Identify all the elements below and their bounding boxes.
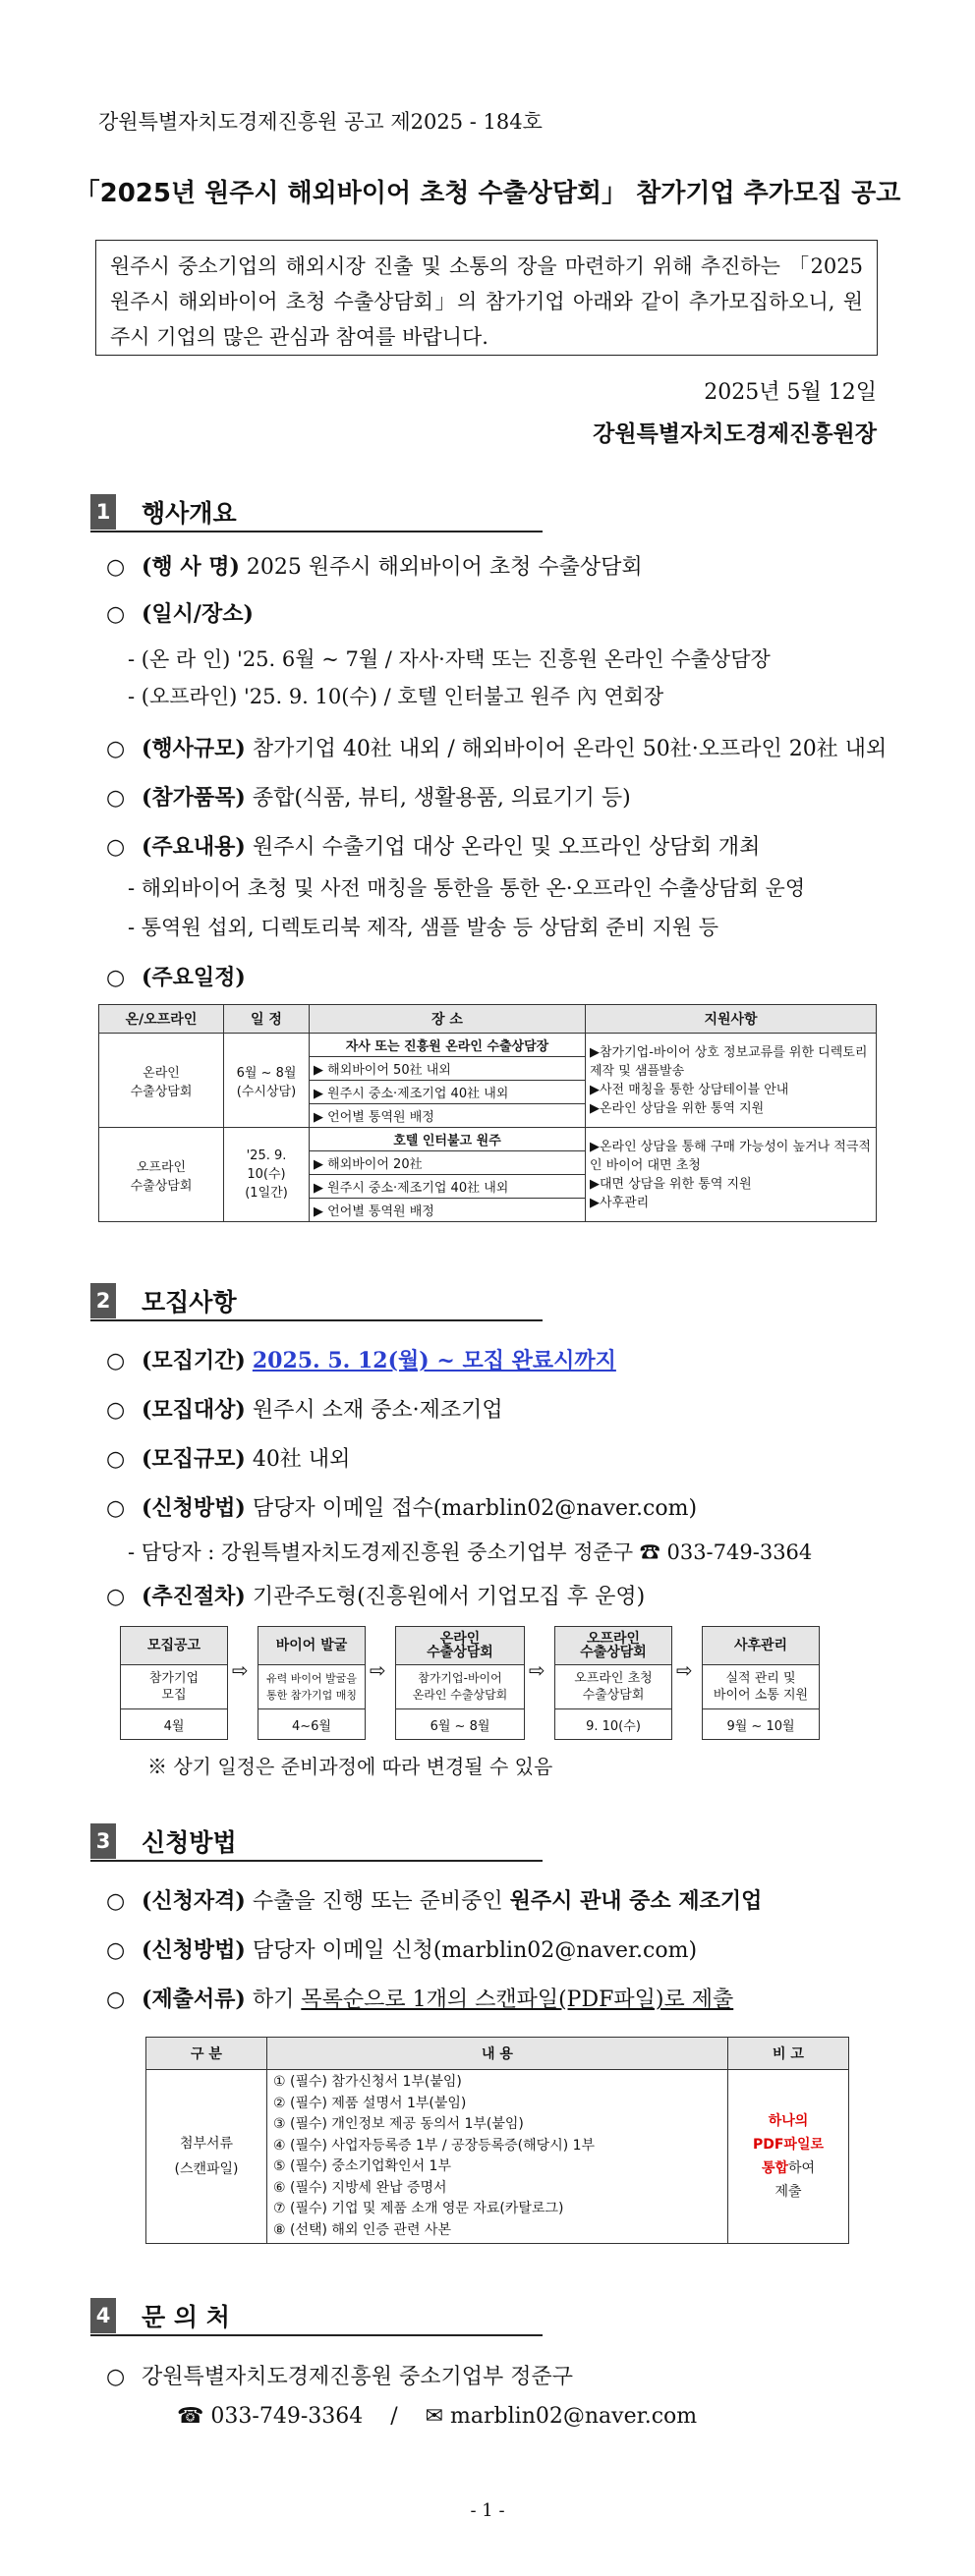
section-title: 행사개요 bbox=[142, 499, 237, 528]
section-title: 문 의 처 bbox=[142, 2303, 230, 2331]
schedule-table bbox=[98, 1004, 877, 1222]
flow-step: 바이어 발굴 유력 바이어 발굴을 통한 참가기업 매칭 4~6월 bbox=[258, 1626, 366, 1740]
section-title: 모집사항 bbox=[142, 1288, 237, 1316]
section-number: 3 bbox=[90, 1823, 116, 1859]
online-place-head: 자사 또는 진흥원 온라인 수출상담장 bbox=[310, 1034, 586, 1057]
recruit-target-row: ○ (모집대상) 원주시 소재 중소·제조기업 bbox=[106, 1397, 503, 1423]
docs-header: 비 고 bbox=[728, 2038, 849, 2070]
event-schedule-label: ○ (일시/장소) bbox=[106, 601, 254, 627]
section-divider bbox=[90, 531, 543, 532]
offline-period: '25. 9. 10(수) (1일간) bbox=[224, 1128, 310, 1222]
event-scale-row: ○ (행사규모) 참가기업 40社 내외 / 해외바이어 온라인 50社·오프라인 20社 내외 bbox=[106, 736, 888, 761]
schedule-header: 장 소 bbox=[310, 1005, 586, 1034]
recruit-method-row: ○ (신청방법) 담당자 이메일 접수(marblin02@naver.com) bbox=[106, 1495, 698, 1521]
section-divider bbox=[90, 1860, 543, 1862]
section-number: 2 bbox=[90, 1283, 116, 1318]
apply-docs-row: ○ (제출서류) 하기 목록순으로 1개의 스캔파일(PDF파일)로 제출 bbox=[106, 1987, 734, 2012]
flow-arrow-icon: ⇨ bbox=[370, 1658, 386, 1682]
announcement-number: 강원특별자치도경제진흥원 공고 제2025 - 184호 bbox=[98, 110, 543, 134]
docs-items: ① (필수) 참가신청서 1부(붙임) ② (필수) 제품 설명서 1부(붙임) ③ (필수) 개인정보 제공 동의서 1부(붙임) ④ (필수) 사업자등록증 1부 / 공장등록증(해당시) 1부 ⑤ (필수) 중소기업확인서 1부 ⑥ (필수) 지방세 완납 증명서 ⑦ (필수) 기업 및 제품 소개 영문 자료(카탈로그) ⑧ (선택) 해외 인증 관련 사본 bbox=[267, 2070, 728, 2244]
documents-table bbox=[145, 2037, 849, 2244]
apply-method-row: ○ (신청방법) 담당자 이메일 신청(marblin02@naver.com) bbox=[106, 1937, 698, 1963]
event-major-label: ○ (주요일정) bbox=[106, 965, 246, 990]
event-offline: - (오프라인) '25. 9. 10(수) / 호텔 인터불고 원주 內 연회장 bbox=[128, 685, 664, 708]
event-items-row: ○ (참가품목) 종합(식품, 뷰티, 생활용품, 의료기기 등) bbox=[106, 785, 631, 811]
online-place: ▶ 원주시 중소·제조기업 40社 내외 bbox=[310, 1081, 586, 1104]
event-content-row: ○ (주요내용) 원주시 수출기업 대상 온라인 및 오프라인 상담회 개최 bbox=[106, 834, 761, 860]
flow-step: 온라인 수출상담회 참가기업-바이어 온라인 수출상담회 6월 ~ 8월 bbox=[395, 1626, 525, 1740]
organization-name: 강원특별자치도경제진흥원장 bbox=[593, 420, 877, 447]
recruit-period-row: ○ (모집기간) 2025. 5. 12(월) ~ 모집 완료시까지 bbox=[106, 1348, 616, 1373]
offline-place: ▶ 원주시 중소·제조기업 40社 내외 bbox=[310, 1175, 586, 1199]
recruit-scale-row: ○ (모집규모) 40社 내외 bbox=[106, 1446, 351, 1472]
section-4-header bbox=[90, 2297, 230, 2334]
flow-arrow-icon: ⇨ bbox=[529, 1658, 545, 1682]
docs-category: 첨부서류 (스캔파일) bbox=[146, 2070, 267, 2244]
offline-support: ▶온라인 상담을 통해 구매 가능성이 높거나 적극적인 바이어 대면 초청 ▶대면 상담을 위한 통역 지원 ▶사후관리 bbox=[586, 1128, 877, 1222]
email: ✉ marblin02@naver.com bbox=[425, 2404, 698, 2429]
event-name-row: ○ (행 사 명) 2025 원주시 해외바이어 초청 수출상담회 bbox=[106, 554, 643, 580]
page-number: - 1 - bbox=[470, 2500, 505, 2521]
recruit-process-row: ○ (추진절차) 기관주도형(진흥원에서 기업모집 후 운영) bbox=[106, 1584, 646, 1609]
schedule-header: 지원사항 bbox=[586, 1005, 877, 1034]
event-online: - (온 라 인) '25. 6월 ~ 7월 / 자사·자택 또는 진흥원 온라인 수출상담장 bbox=[128, 647, 771, 671]
docs-header: 구 분 bbox=[146, 2038, 267, 2070]
page-title: 「2025년 원주시 해외바이어 초청 수출상담회」 참가기업 추가모집 공고 bbox=[74, 179, 901, 208]
flow-arrow-icon: ⇨ bbox=[232, 1658, 249, 1682]
intro-box: 원주시 중소기업의 해외시장 진출 및 소통의 장을 마련하기 위해 추진하는 「2025 원주시 해외바이어 초청 수출상담회」의 참가기업 아래와 같이 추가모집하오니, 원주시 기업의 많은 관심과 참여를 바랍니다. bbox=[95, 240, 878, 356]
inquiry-contact-row: ☎ 033-749-3364 / ✉ marblin02@naver.com bbox=[177, 2404, 698, 2429]
schedule-header: 온/오프라인 bbox=[99, 1005, 224, 1034]
event-content-sub1: - 해외바이어 초청 및 사전 매칭을 통한을 통한 온·오프라인 수출상담회 운영 bbox=[128, 876, 806, 900]
online-place: ▶ 언어별 통역원 배정 bbox=[310, 1104, 586, 1128]
docs-header: 내 용 bbox=[267, 2038, 728, 2070]
section-3-header bbox=[90, 1822, 237, 1860]
section-2-header bbox=[90, 1282, 237, 1319]
flow-step: 오프라인 수출상담회 오프라인 초청 수출상담회 9. 10(수) bbox=[554, 1626, 672, 1740]
offline-type: 오프라인 수출상담회 bbox=[99, 1128, 224, 1222]
recruit-contact: - 담당자 : 강원특별자치도경제진흥원 중소기업부 정준구 ☎ 033-749-3364 bbox=[128, 1540, 813, 1564]
apply-qual-row: ○ (신청자격) 수출을 진행 또는 준비중인 원주시 관내 중소 제조기업 bbox=[106, 1888, 763, 1914]
flow-step: 사후관리 실적 관리 및 바이어 소통 지원 9월 ~ 10월 bbox=[702, 1626, 820, 1740]
docs-note: 하나의 PDF파일로 통합하여 제출 bbox=[728, 2070, 849, 2244]
announcement-date: 2025년 5월 12일 bbox=[704, 380, 877, 405]
section-title: 신청방법 bbox=[142, 1828, 237, 1857]
inquiry-org-row: ○ 강원특별자치도경제진흥원 중소기업부 정준구 bbox=[106, 2365, 574, 2389]
phone: ☎ 033-749-3364 bbox=[177, 2404, 364, 2429]
online-place: ▶ 해외바이어 50社 내외 bbox=[310, 1057, 586, 1081]
section-divider bbox=[90, 2334, 543, 2336]
schedule-header: 일 정 bbox=[224, 1005, 310, 1034]
event-content-sub2: - 통역원 섭외, 디렉토리북 제작, 샘플 발송 등 상담회 준비 지원 등 bbox=[128, 916, 719, 939]
online-support: ▶참가기업-바이어 상호 정보교류를 위한 디렉토리 제작 및 샘플발송 ▶사전 매칭을 통한 상담테이블 안내 ▶온라인 상담을 위한 통역 지원 bbox=[586, 1034, 877, 1128]
offline-place: ▶ 언어별 통역원 배정 bbox=[310, 1199, 586, 1222]
section-1-header bbox=[90, 493, 237, 531]
flow-arrow-icon: ⇨ bbox=[676, 1658, 693, 1682]
online-type: 온라인 수출상담회 bbox=[99, 1034, 224, 1128]
offline-place-head: 호텔 인터불고 원주 bbox=[310, 1128, 586, 1151]
flow-step: 모집공고 참가기업 모집 4월 bbox=[120, 1626, 228, 1740]
section-divider bbox=[90, 1319, 543, 1321]
recruit-note: ※ 상기 일정은 준비과정에 따라 변경될 수 있음 bbox=[147, 1755, 553, 1778]
online-period: 6월 ~ 8월 (수시상담) bbox=[224, 1034, 310, 1128]
section-number: 4 bbox=[90, 2298, 116, 2333]
section-number: 1 bbox=[90, 494, 116, 530]
offline-place: ▶ 해외바이어 20社 bbox=[310, 1151, 586, 1175]
